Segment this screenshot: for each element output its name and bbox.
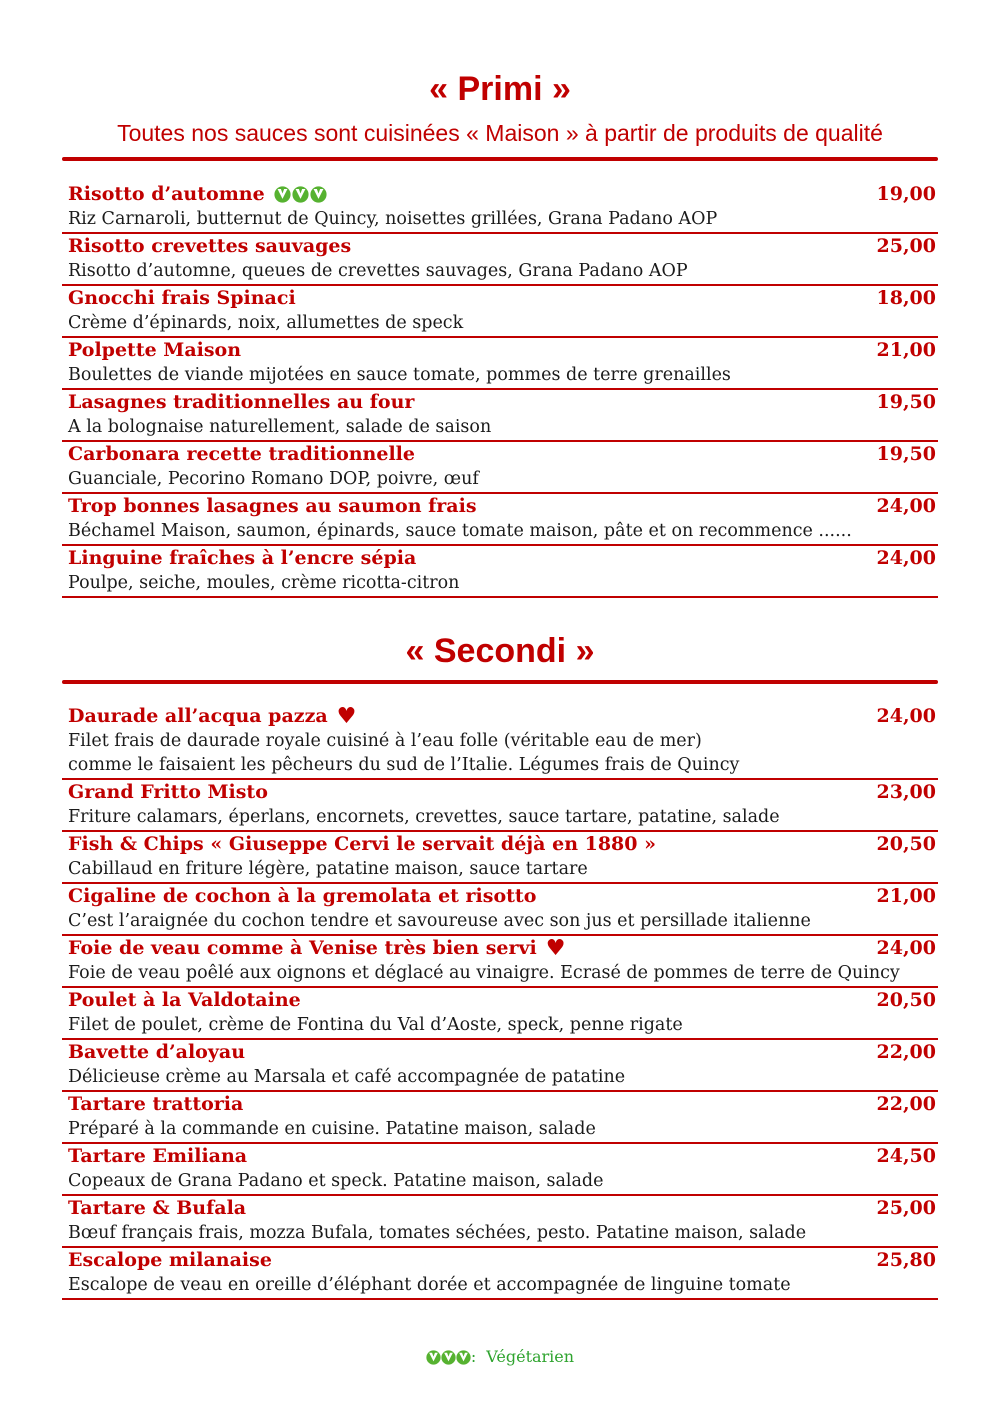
dish-description-line: Boulettes de viande mijotées en sauce tomate, pommes de terre grenailles bbox=[68, 365, 731, 385]
dish-price: 22,00 bbox=[876, 1041, 936, 1063]
dish-description bbox=[68, 1273, 938, 1298]
dish-price: 24,00 bbox=[876, 547, 936, 569]
dish-name: Fish & Chips « Giuseppe Cervi le servait déjà en 1880 » bbox=[68, 833, 656, 855]
dish-description-line: C’est l’araignée du cochon tendre et savoureuse avec son jus et persillade italienne bbox=[68, 911, 811, 931]
dish-description-line: Délicieuse crème au Marsala et café accompagnée de patatine bbox=[68, 1067, 626, 1087]
dish-description-line: Escalope de veau en oreille d’éléphant dorée et accompagnée de linguine tomate bbox=[68, 1275, 791, 1295]
menu-item bbox=[62, 1196, 938, 1248]
menu-item bbox=[62, 704, 938, 780]
vegetarian-icon bbox=[426, 1350, 441, 1365]
dish-description-line: A la bolognaise naturellement, salade de saison bbox=[68, 417, 492, 437]
dish-description-line: Filet frais de daurade royale cuisiné à l’eau folle (véritable eau de mer) bbox=[68, 731, 702, 751]
dish-description bbox=[68, 415, 938, 440]
dish-price: 20,50 bbox=[876, 989, 936, 1011]
dish-description-line: comme le faisaient les pêcheurs du sud de l’Italie. Légumes frais de Quincy bbox=[68, 755, 740, 775]
menu-item-header bbox=[68, 832, 938, 857]
secondi-items-list bbox=[62, 704, 938, 1300]
menu-item bbox=[62, 1248, 938, 1300]
menu-item bbox=[62, 988, 938, 1040]
dish-description bbox=[68, 311, 938, 336]
dish-name: Tartare & Bufala bbox=[68, 1197, 247, 1219]
dish-description-line: Crème d’épinards, noix, allumettes de speck bbox=[68, 313, 464, 333]
dish-name: Cigaline de cochon à la gremolata et risotto bbox=[68, 885, 537, 907]
dish-name: Linguine fraîches à l’encre sépia bbox=[68, 547, 417, 569]
dish-name: Tartare Emiliana bbox=[68, 1145, 248, 1167]
menu-item bbox=[62, 832, 938, 884]
dish-price: 25,80 bbox=[876, 1249, 936, 1271]
menu-item-header bbox=[68, 234, 938, 259]
vegetarian-icon bbox=[310, 186, 327, 203]
menu-item bbox=[62, 494, 938, 546]
secondi-section-divider bbox=[62, 680, 938, 684]
dish-description-line: Guanciale, Pecorino Romano DOP, poivre, œuf bbox=[68, 469, 479, 489]
menu-item-header bbox=[68, 286, 938, 311]
dish-description-line: Poulpe, seiche, moules, crème ricotta-citron bbox=[68, 573, 460, 593]
dish-name: Grand Fritto Misto bbox=[68, 781, 268, 803]
primi-section-title: « Primi » bbox=[429, 70, 571, 108]
dish-name: Foie de veau comme à Venise très bien servi bbox=[68, 937, 537, 959]
menu-item-header bbox=[68, 390, 938, 415]
menu-item bbox=[62, 936, 938, 988]
dish-price: 25,00 bbox=[876, 235, 936, 257]
dish-description bbox=[68, 1117, 938, 1142]
menu-item bbox=[62, 442, 938, 494]
dish-description bbox=[68, 729, 938, 778]
dish-price: 19,50 bbox=[876, 391, 936, 413]
dish-name: Trop bonnes lasagnes au saumon frais bbox=[68, 495, 477, 517]
dish-name: Risotto d’automne bbox=[68, 183, 265, 205]
dish-description bbox=[68, 909, 938, 934]
dish-description-line: Copeaux de Grana Padano et speck. Patatine maison, salade bbox=[68, 1171, 604, 1191]
vegetarian-icon bbox=[441, 1350, 456, 1365]
menu-item-header bbox=[68, 704, 938, 729]
dish-description bbox=[68, 1065, 938, 1090]
dish-name: Lasagnes traditionnelles au four bbox=[68, 391, 415, 413]
menu-item bbox=[62, 234, 938, 286]
menu-item-header bbox=[68, 546, 938, 571]
menu-item-header bbox=[68, 442, 938, 467]
menu-item-header bbox=[68, 1040, 938, 1065]
dish-description bbox=[68, 571, 938, 596]
dish-description bbox=[68, 207, 938, 232]
menu-item-header bbox=[68, 182, 938, 207]
dish-name: Gnocchi frais Spinaci bbox=[68, 287, 296, 309]
dish-description bbox=[68, 805, 938, 830]
dish-price: 21,00 bbox=[876, 885, 936, 907]
dish-price: 20,50 bbox=[876, 833, 936, 855]
dish-price: 24,00 bbox=[876, 705, 936, 727]
dish-name: Escalope milanaise bbox=[68, 1249, 272, 1271]
badge-slot bbox=[336, 703, 357, 729]
dish-price: 21,00 bbox=[876, 339, 936, 361]
legend-label: Végétarien bbox=[486, 1347, 575, 1366]
menu-item-header bbox=[68, 936, 938, 961]
menu-item-header bbox=[68, 884, 938, 909]
dish-description bbox=[68, 467, 938, 492]
dish-description bbox=[68, 961, 938, 986]
badge-slot bbox=[545, 935, 566, 961]
vegetarian-icon bbox=[274, 186, 291, 203]
dish-description-line: Cabillaud en friture légère, patatine maison, sauce tartare bbox=[68, 859, 588, 879]
vegetarian-legend bbox=[62, 1346, 938, 1368]
dish-description bbox=[68, 1013, 938, 1038]
dish-name: Carbonara recette traditionnelle bbox=[68, 443, 415, 465]
vegetarian-icon bbox=[456, 1350, 471, 1365]
menu-item bbox=[62, 1144, 938, 1196]
menu-item-header bbox=[68, 338, 938, 363]
dish-description-line: Filet de poulet, crème de Fontina du Val d’Aoste, speck, penne rigate bbox=[68, 1015, 683, 1035]
menu-item bbox=[62, 884, 938, 936]
menu-item bbox=[62, 338, 938, 390]
dish-description bbox=[68, 1169, 938, 1194]
primi-section-divider bbox=[62, 157, 938, 161]
legend-colon: : bbox=[470, 1347, 477, 1366]
dish-description-line: Préparé à la commande en cuisine. Patatine maison, salade bbox=[68, 1119, 596, 1139]
dish-description bbox=[68, 259, 938, 284]
menu-item-header bbox=[68, 1248, 938, 1273]
dish-price: 24,00 bbox=[876, 495, 936, 517]
heart-icon: ♥ bbox=[545, 935, 566, 961]
dish-description bbox=[68, 857, 938, 882]
dish-price: 19,50 bbox=[876, 443, 936, 465]
primi-items-list bbox=[62, 182, 938, 598]
secondi-section-title: « Secondi » bbox=[405, 632, 595, 670]
menu-item-header bbox=[68, 1092, 938, 1117]
dish-price: 19,00 bbox=[876, 183, 936, 205]
menu-item bbox=[62, 286, 938, 338]
dish-price: 23,00 bbox=[876, 781, 936, 803]
dish-price: 22,00 bbox=[876, 1093, 936, 1115]
dish-name: Bavette d’aloyau bbox=[68, 1041, 246, 1063]
dish-description-line: Bœuf français frais, mozza Bufala, tomates séchées, pesto. Patatine maison, salade bbox=[68, 1223, 807, 1243]
menu-item bbox=[62, 546, 938, 598]
vegetarian-legend-icons bbox=[426, 1347, 471, 1366]
menu-item bbox=[62, 390, 938, 442]
dish-description-line: Béchamel Maison, saumon, épinards, sauce tomate maison, pâte et on recommence ...... bbox=[68, 521, 852, 541]
dish-name: Risotto crevettes sauvages bbox=[68, 235, 352, 257]
dish-price: 24,50 bbox=[876, 1145, 936, 1167]
dish-description-line: Riz Carnaroli, butternut de Quincy, noisettes grillées, Grana Padano AOP bbox=[68, 209, 718, 229]
menu-item bbox=[62, 780, 938, 832]
dish-name: Poulet à la Valdotaine bbox=[68, 989, 301, 1011]
dish-description bbox=[68, 519, 938, 544]
heart-icon: ♥ bbox=[336, 703, 357, 729]
dish-name: Tartare trattoria bbox=[68, 1093, 244, 1115]
menu-item-header bbox=[68, 988, 938, 1013]
dish-price: 25,00 bbox=[876, 1197, 936, 1219]
dish-name: Polpette Maison bbox=[68, 339, 242, 361]
dish-price: 24,00 bbox=[876, 937, 936, 959]
menu-item-header bbox=[68, 1196, 938, 1221]
dish-description bbox=[68, 1221, 938, 1246]
dish-description-line: Friture calamars, éperlans, encornets, crevettes, sauce tartare, patatine, salade bbox=[68, 807, 780, 827]
menu-item-header bbox=[68, 1144, 938, 1169]
dish-name: Daurade all’acqua pazza bbox=[68, 705, 328, 727]
dish-description-line: Risotto d’automne, queues de crevettes sauvages, Grana Padano AOP bbox=[68, 261, 688, 281]
dish-price: 18,00 bbox=[876, 287, 936, 309]
menu-item bbox=[62, 1040, 938, 1092]
menu-item bbox=[62, 182, 938, 234]
dish-description-line: Foie de veau poêlé aux oignons et déglacé au vinaigre. Ecrasé de pommes de terre de Quincy bbox=[68, 963, 900, 983]
badge-slot bbox=[274, 186, 327, 203]
menu-item bbox=[62, 1092, 938, 1144]
menu-item-header bbox=[68, 780, 938, 805]
menu-item-header bbox=[68, 494, 938, 519]
dish-description bbox=[68, 363, 938, 388]
primi-section-subtitle: Toutes nos sauces sont cuisinées « Maison » à partir de produits de qualité bbox=[117, 120, 883, 146]
vegetarian-icon bbox=[292, 186, 309, 203]
